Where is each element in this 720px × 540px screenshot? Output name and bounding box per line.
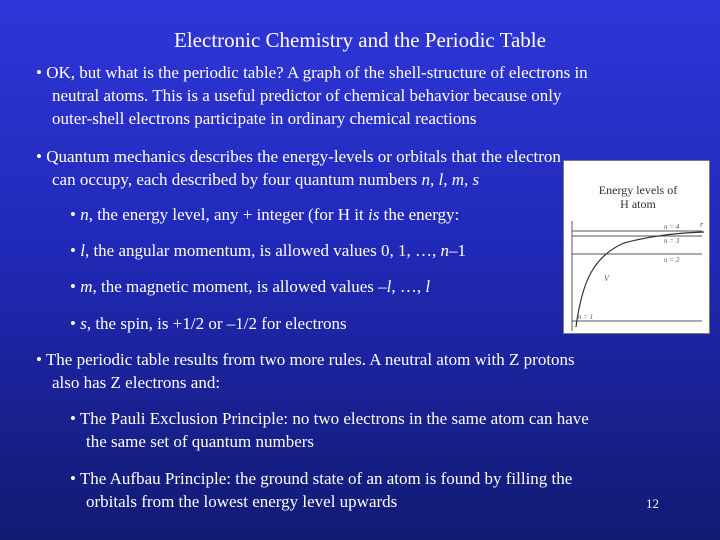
sub-bullet-s: [70, 313, 347, 335]
label-r: r: [700, 220, 704, 229]
sub-bullet-n-text: , the energy level, any + integer (for H it: [88, 205, 368, 224]
bullet: •: [70, 314, 81, 333]
bullet-periodic-table-line3: outer-shell electrons participate in ordinary chemical reactions: [52, 109, 477, 128]
sub-bullet-l-text: , the angular momentum, is allowed values 0, 1, …,: [84, 241, 441, 260]
figure-caption: [588, 183, 688, 211]
separator: ,: [429, 170, 439, 189]
var-n: n: [421, 170, 430, 189]
potential-curve: [576, 232, 704, 327]
label-n4: n = 4: [664, 223, 680, 231]
bullet-periodic-table-line2: neutral atoms. This is a useful predictor of chemical behavior because only: [52, 86, 562, 105]
sub-bullet-aufbau-line1: • The Aufbau Principle: the ground state of an atom is found by filling the: [70, 469, 573, 488]
bullet-periodic-rules-line1: • The periodic table results from two more rules. A neutral atom with Z protons: [36, 350, 575, 369]
sub-bullet-m-text-mid: , …,: [391, 277, 426, 296]
emphasis: is: [368, 205, 380, 224]
slide-title: Electronic Chemistry and the Periodic Table: [174, 28, 546, 52]
var-s: s: [80, 314, 87, 333]
figure-caption-line1: Energy levels of: [598, 183, 678, 197]
slide-number: 12: [646, 496, 659, 511]
energy-levels-figure: [563, 160, 710, 334]
label-n1: n = 1: [578, 313, 594, 321]
label-n2: n = 2: [664, 256, 680, 264]
sub-bullet-aufbau-line2: orbitals from the lowest energy level upwards: [86, 492, 398, 511]
sub-bullet-pauli-line1: • The Pauli Exclusion Principle: no two electrons in the same atom can have: [70, 409, 589, 428]
sub-bullet-pauli-line2: the same set of quantum numbers: [86, 432, 315, 451]
sub-bullet-l-text-end: –1: [448, 241, 466, 260]
var-l: l: [80, 241, 85, 260]
var-l: l: [425, 277, 431, 296]
sub-bullet-n-text-end: the energy:: [379, 205, 460, 224]
separator: ,: [443, 170, 452, 189]
var-l: l: [438, 170, 444, 189]
var-n: n: [440, 241, 449, 260]
figure-caption-line2: H atom: [620, 197, 656, 211]
var-s: s: [472, 170, 480, 189]
bullet: •: [70, 277, 81, 296]
sub-bullet-n: [70, 204, 459, 226]
bullet-periodic-rules-line2: also has Z electrons and:: [52, 373, 221, 392]
var-m: m: [451, 170, 464, 189]
sub-bullet-s-text: , the spin, is +1/2 or –1/2 for electrons: [86, 314, 347, 333]
label-v: V: [604, 274, 609, 283]
var-m: m: [80, 277, 93, 296]
bullet: •: [70, 205, 81, 224]
sub-bullet-m-text: , the magnetic moment, is allowed values –: [92, 277, 387, 296]
label-n3: n = 3: [664, 237, 680, 245]
bullet-quantum-line2: [52, 169, 479, 191]
bullet-quantum-line1: • Quantum mechanics describes the energy-levels or orbitals that the electron: [36, 147, 561, 166]
bullet-periodic-table-line1: • OK, but what is the periodic table? A graph of the shell-structure of electrons in: [36, 63, 588, 82]
separator: ,: [463, 170, 473, 189]
quantum-numbers-text: can occupy, each described by four quantum numbers: [52, 170, 422, 189]
var-l: l: [386, 277, 392, 296]
sub-bullet-l: [70, 240, 466, 262]
sub-bullet-m: [70, 276, 430, 298]
var-n: n: [80, 205, 89, 224]
bullet: •: [70, 241, 81, 260]
